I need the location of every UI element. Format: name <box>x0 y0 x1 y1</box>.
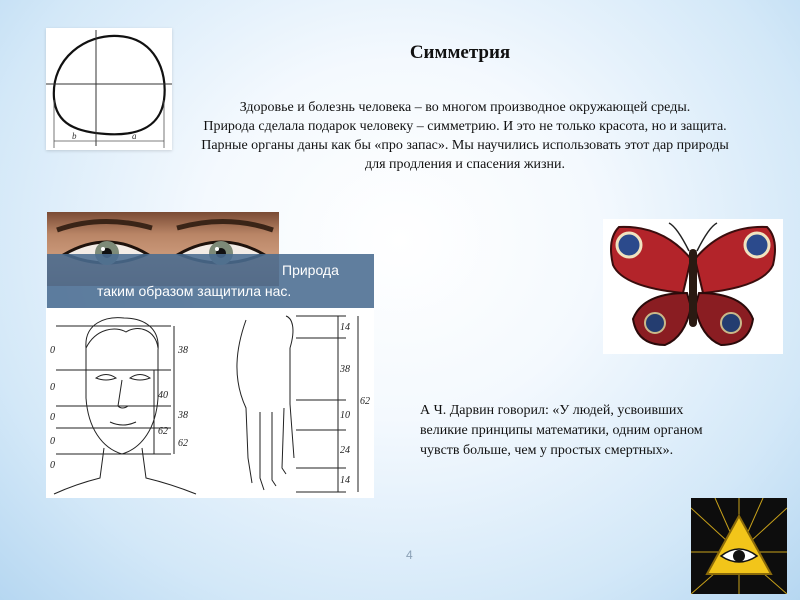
slide-title: Симметрия <box>409 42 511 63</box>
face-label-left-5: 0 <box>50 460 55 471</box>
eye-of-providence-image <box>691 498 787 594</box>
proportions-illustration <box>46 308 374 498</box>
face-hand-proportions-drawing <box>46 308 374 498</box>
hand-label-4: 10 <box>340 410 350 421</box>
page-number: 4 <box>406 548 413 562</box>
face-label-right-4: 62 <box>158 426 168 437</box>
face-label-left-1: 0 <box>50 345 55 356</box>
hand-label-6: 14 <box>340 475 350 486</box>
hand-label-5: 24 <box>340 445 350 456</box>
face-left-eye <box>96 375 116 381</box>
hand-label-3: 62 <box>360 396 370 407</box>
eyes-caption-line-2: таким образом защитила нас. <box>97 283 292 299</box>
darwin-quote: А Ч. Дарвин говорил: «У людей, усвоивших великие принципы математики, одним органом чувств больше, чем у простых смертных». <box>420 403 703 458</box>
hand-outline <box>237 320 294 490</box>
intro-line-2: Природа сделала подарок человеку – симметрию. И это не только красота, но и защита. Парные органы даны как бы «про запас». Мы научились использовать этот дар природы для продления и спасения жизни. <box>201 119 729 172</box>
butterfly-body <box>689 249 697 327</box>
face-label-right-3: 38 <box>178 410 188 421</box>
face-label-right-2: 40 <box>158 390 168 401</box>
egg-label-a: a <box>132 131 137 141</box>
gold-triangle <box>707 516 771 574</box>
hand-label-2: 38 <box>340 364 350 375</box>
eye-in-triangle-icon <box>691 498 787 594</box>
face-label-right-5: 62 <box>178 438 188 449</box>
face-label-left-3: 0 <box>50 412 55 423</box>
egg-outline <box>54 36 165 134</box>
egg-label-b: b <box>72 131 77 141</box>
egg-diagram <box>46 28 172 150</box>
face-outline <box>86 318 158 454</box>
face-right-eye <box>130 375 150 381</box>
face-label-right-1: 38 <box>178 345 188 356</box>
eyes-caption-line-1: Природа <box>282 262 339 278</box>
face-label-left-4: 0 <box>50 436 55 447</box>
left-eyebrow <box>57 221 152 230</box>
butterfly-image <box>603 219 783 354</box>
intro-line-1: Здоровье и болезнь человека – во многом производное окружающей среды. <box>239 100 691 115</box>
hand-label-1: 14 <box>340 322 350 333</box>
intro-text <box>195 98 735 174</box>
face-mouth <box>110 422 136 425</box>
providence-pupil <box>733 550 745 562</box>
right-eyebrow <box>177 221 273 230</box>
butterfly-icon <box>603 219 783 354</box>
face-label-left-2: 0 <box>50 382 55 393</box>
egg-diagram-drawing <box>46 28 172 150</box>
